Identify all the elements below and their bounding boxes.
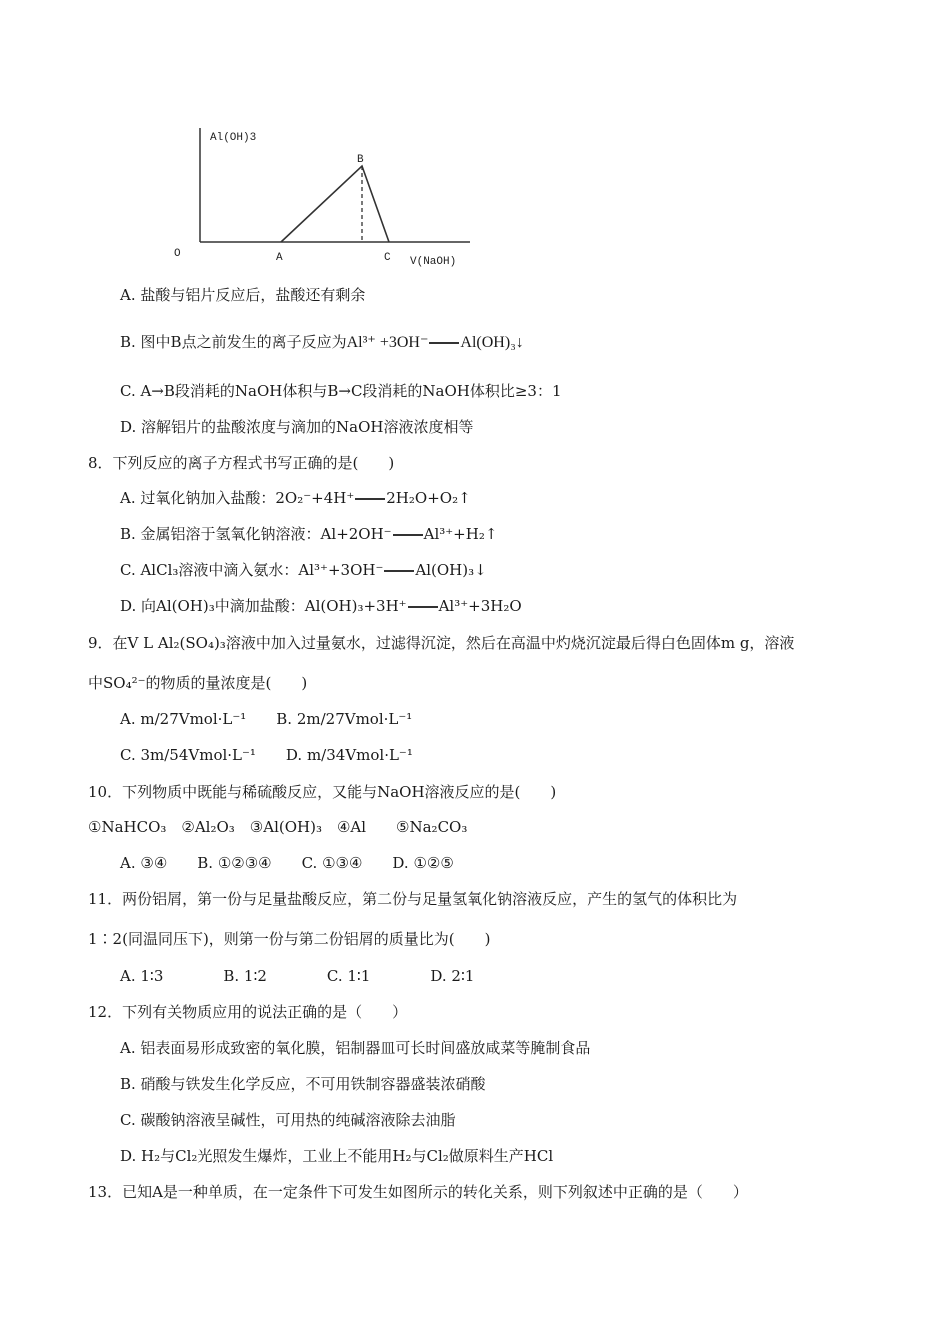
q12-option-c: C. 碳酸钠溶液呈碱性，可用热的纯碱溶液除去油脂 bbox=[120, 1111, 456, 1129]
q7-option-b-eq-left: Al³⁺ +3OH⁻ bbox=[346, 334, 429, 351]
q8-option-b bbox=[120, 523, 497, 545]
q11-stem-line1: 11．两份铝屑，第一份与足量盐酸反应，第二份与足量氢氧化钠溶液反应，产生的氢气的体积比为 bbox=[88, 890, 738, 908]
point-label-c: C bbox=[384, 252, 391, 264]
q8-option-c-left: C. AlCl₃溶液中滴入氨水：Al³⁺+3OH⁻ bbox=[120, 561, 384, 579]
q7-option-b-text: B. 图中B点之前发生的离子反应为 bbox=[120, 333, 347, 351]
q7-option-a: A. 盐酸与铝片反应后，盐酸还有剩余 bbox=[120, 286, 366, 304]
q8-option-a bbox=[120, 487, 471, 509]
q9-options-ab: A. m/27Vmol·L⁻¹ B. 2m/27Vmol·L⁻¹ bbox=[120, 710, 413, 728]
point-label-b: B bbox=[357, 154, 364, 166]
q7-option-b bbox=[120, 331, 524, 354]
q8-option-d-right: Al³⁺+3H₂O bbox=[438, 597, 522, 615]
q8-option-a-left: A. 过氧化钠加入盐酸：2O₂⁻+4H⁺ bbox=[120, 489, 355, 507]
q8-option-d bbox=[120, 595, 522, 617]
origin-label: O bbox=[174, 248, 181, 260]
q12-option-d: D. H₂与Cl₂光照发生爆炸，工业上不能用H₂与Cl₂做原料生产HCl bbox=[120, 1147, 554, 1165]
q12-stem: 12．下列有关物质应用的说法正确的是（ ） bbox=[88, 1003, 408, 1021]
q9-options-cd: C. 3m/54Vmol·L⁻¹ D. m/34Vmol·L⁻¹ bbox=[120, 746, 413, 764]
q7-option-d: D. 溶解铝片的盐酸浓度与滴加的NaOH溶液浓度相等 bbox=[120, 418, 474, 436]
equals-sign-icon bbox=[408, 606, 438, 608]
q12-option-a: A. 铝表面易形成致密的氧化膜，铝制器皿可长时间盛放咸菜等腌制食品 bbox=[120, 1039, 591, 1057]
q8-stem: 8．下列反应的离子方程式书写正确的是( ) bbox=[88, 454, 395, 472]
q9-stem-line1: 9．在V L Al₂(SO₄)₃溶液中加入过量氨水，过滤得沉淀，然后在高温中灼烧沉淀最后得白色固体m g，溶液 bbox=[88, 634, 795, 652]
q8-option-c-right: Al(OH)₃↓ bbox=[415, 561, 487, 579]
q7-option-c: C. A→B段消耗的NaOH体积与B→C段消耗的NaOH体积比≥3：1 bbox=[120, 382, 562, 400]
y-axis-label: Al(OH)3 bbox=[210, 132, 257, 144]
q10-options: A. ③④ B. ①②③④ C. ①③④ D. ①②⑤ bbox=[120, 854, 454, 872]
q8-option-a-right: 2H₂O+O₂↑ bbox=[386, 489, 471, 507]
q8-option-c bbox=[120, 559, 487, 581]
q7-option-b-eq-right: Al(OH)₃↓ bbox=[460, 334, 524, 351]
q8-option-b-left: B. 金属铝溶于氢氧化钠溶液：Al+2OH⁻ bbox=[120, 525, 392, 543]
q11-stem-line2: 1∶2(同温同压下)，则第一份与第二份铝屑的质量比为( ) bbox=[88, 930, 491, 948]
equals-sign-icon bbox=[393, 534, 423, 536]
q8-option-d-left: D. 向Al(OH)₃中滴加盐酸：Al(OH)₃+3H⁺ bbox=[120, 597, 407, 615]
q10-items: ①NaHCO₃ ②Al₂O₃ ③Al(OH)₃ ④Al ⑤Na₂CO₃ bbox=[88, 818, 468, 836]
equals-sign-icon bbox=[384, 570, 414, 572]
q11-options: A. 1∶3 B. 1∶2 C. 1∶1 D. 2∶1 bbox=[120, 967, 475, 985]
q8-option-b-right: Al³⁺+H₂↑ bbox=[423, 525, 498, 543]
aluminum-hydroxide-chart bbox=[160, 122, 480, 272]
series-line bbox=[281, 166, 389, 242]
equals-sign-icon bbox=[355, 498, 385, 500]
equals-sign-icon bbox=[429, 342, 459, 344]
point-label-a: A bbox=[276, 252, 283, 264]
q12-option-b: B. 硝酸与铁发生化学反应，不可用铁制容器盛装浓硝酸 bbox=[120, 1075, 486, 1093]
q13-stem: 13．已知A是一种单质，在一定条件下可发生如图所示的转化关系，则下列叙述中正确的是（ ） bbox=[88, 1183, 748, 1201]
q9-stem-line2: 中SO₄²⁻的物质的量浓度是( ) bbox=[88, 674, 308, 692]
q10-stem: 10．下列物质中既能与稀硫酸反应，又能与NaOH溶液反应的是( ) bbox=[88, 783, 557, 801]
x-axis-label: V(NaOH) bbox=[410, 256, 457, 268]
